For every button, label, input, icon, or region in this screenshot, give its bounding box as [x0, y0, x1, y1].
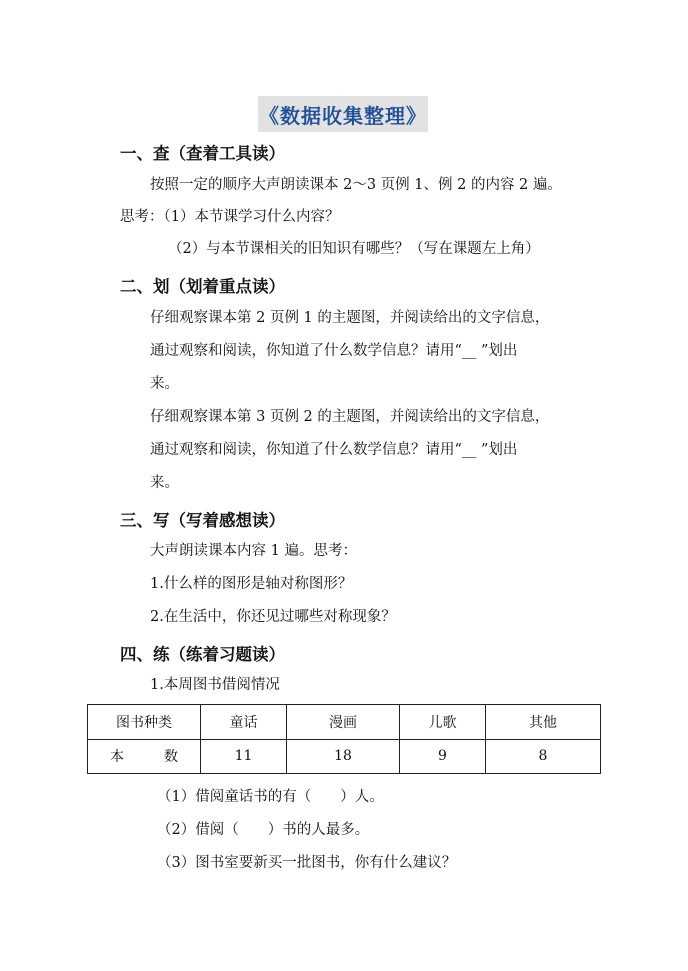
section-2-heading: 二、划（划着重点读）	[120, 277, 285, 296]
section-1-line-3: （2）与本节课相关的旧知识有哪些？（写在课题左上角）	[168, 241, 540, 257]
page-title: 《数据收集整理》	[259, 103, 427, 128]
table-cell: 8	[486, 739, 601, 774]
table-row-label-part: 本	[110, 749, 124, 766]
table-header-cell: 其他	[486, 705, 601, 740]
section-3-line-3: 2.在生活中，你还见过哪些对称现象？	[150, 609, 396, 625]
title-banner	[258, 96, 428, 132]
table-header-cell: 童话	[201, 705, 287, 740]
table-cell: 11	[201, 739, 287, 774]
question-2: （2）借阅（ ）书的人最多。	[157, 822, 370, 838]
book-borrowing-table	[87, 704, 601, 774]
table-cell: 18	[287, 739, 400, 774]
section-4-heading: 四、练（练着习题读）	[120, 645, 285, 664]
table-row-label-part: 数	[164, 749, 178, 766]
section-2-line-1: 仔细观察课本第 2 页例 1 的主题图，并阅读给出的文字信息，	[150, 310, 550, 326]
table-row	[88, 739, 601, 774]
section-2-line-3: 来。	[150, 376, 179, 392]
table-header-cell: 图书种类	[88, 705, 201, 740]
exercise-1-title: 1.本周图书借阅情况	[150, 677, 280, 693]
section-2-line-4: 仔细观察课本第 3 页例 2 的主题图，并阅读给出的文字信息，	[150, 409, 550, 425]
table-header-cell: 儿歌	[400, 705, 486, 740]
table-header-cell: 漫画	[287, 705, 400, 740]
question-1: （1）借阅童话书的有（ ）人。	[157, 789, 384, 805]
section-3-line-2: 1.什么样的图形是轴对称图形？	[150, 576, 353, 592]
section-2-line-5: 通过观察和阅读，你知道了什么数学信息？请用“__ ”划出	[150, 442, 518, 458]
table-header-row	[88, 705, 601, 740]
section-3-heading: 三、写（写着感想读）	[120, 511, 285, 530]
table-cell: 9	[400, 739, 486, 774]
section-2-line-6: 来。	[150, 475, 179, 491]
section-1-line-1: 按照一定的顺序大声朗读课本 2～3 页例 1、例 2 的内容 2 遍。	[150, 177, 562, 193]
section-1-line-2: 思考：（1）本节课学习什么内容？	[120, 209, 340, 225]
section-2-line-2: 通过观察和阅读，你知道了什么数学信息？请用“__ ”划出	[150, 343, 518, 359]
table-row-label	[88, 739, 201, 774]
section-1-heading: 一、查（查着工具读）	[120, 144, 285, 163]
section-3-line-1: 大声朗读课本内容 1 遍。思考：	[150, 543, 357, 559]
question-3: （3）图书室要新买一批图书，你有什么建议？	[157, 855, 457, 871]
